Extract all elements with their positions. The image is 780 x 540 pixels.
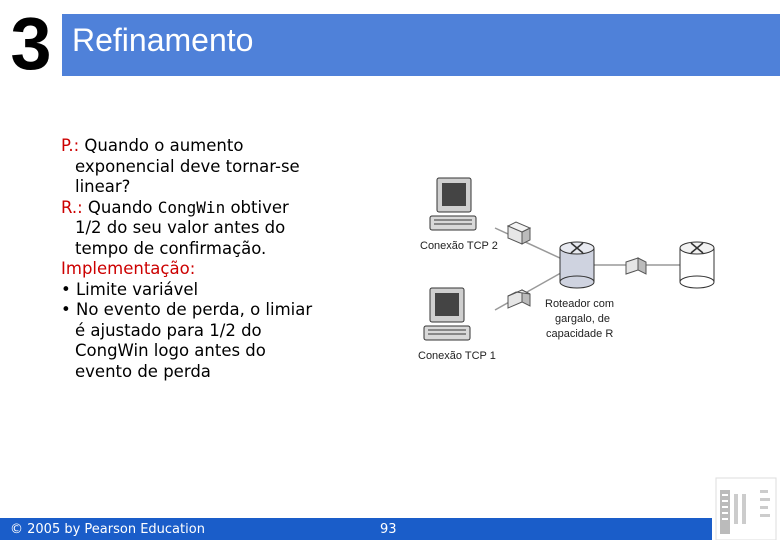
bullet-text-cont: é ajustado para 1/2 do [75,320,262,340]
slide-body [61,136,361,382]
bullet-item [61,280,361,301]
answer-prefix: R.: [61,197,83,217]
label-router-3: capacidade R [546,328,614,340]
packet-icon [626,258,646,274]
bullet-text-cont: evento de perda [75,361,211,381]
computer-icon [430,178,476,230]
packet-icon [508,290,530,308]
footer-copyright: © 2005 by Pearson Education [10,522,205,537]
packet-icon [508,222,530,244]
bullet-icon: • [61,300,71,319]
answer-text-tail: obtiver [225,197,289,217]
question-text-2: exponencial deve tornar-se [75,156,300,176]
bullet-text-cont: CongWin logo antes do [75,341,266,360]
answer-text-4: tempo de confirmação. [75,238,267,258]
label-tcp-connection-1: Conexão TCP 1 [418,350,496,362]
bullet-item [61,300,361,321]
page-number: 93 [380,522,397,537]
tcp-fairness-diagram [410,170,780,370]
question-prefix: P.: [61,136,80,155]
bullet-text: No evento de perda, o limiar [75,300,313,319]
computer-icon [424,288,470,340]
answer-text: Quando [82,197,158,217]
label-router-1: Roteador com [545,298,615,310]
label-router-2: gargalo, de [555,313,611,325]
router-icon [680,242,714,288]
question-line [61,136,361,157]
answer-code: CongWin [157,197,226,217]
slide-title: Refinamento [72,22,254,58]
implementation-heading: Implementação: [61,259,196,278]
document-thumbnail-icon [712,472,780,540]
answer-text-3: 1/2 do seu valor antes do [75,218,286,237]
question-text-3: linear? [75,177,131,196]
label-tcp-connection-2: Conexão TCP 2 [420,240,498,252]
answer-line [61,198,361,219]
question-text: Quando o aumento [79,136,244,155]
diagram-graphic [410,170,780,370]
bullet-icon: • [61,279,71,299]
bullet-text: Limite variável [75,279,199,299]
router-icon [560,242,594,288]
chapter-number: 3 [10,2,52,85]
